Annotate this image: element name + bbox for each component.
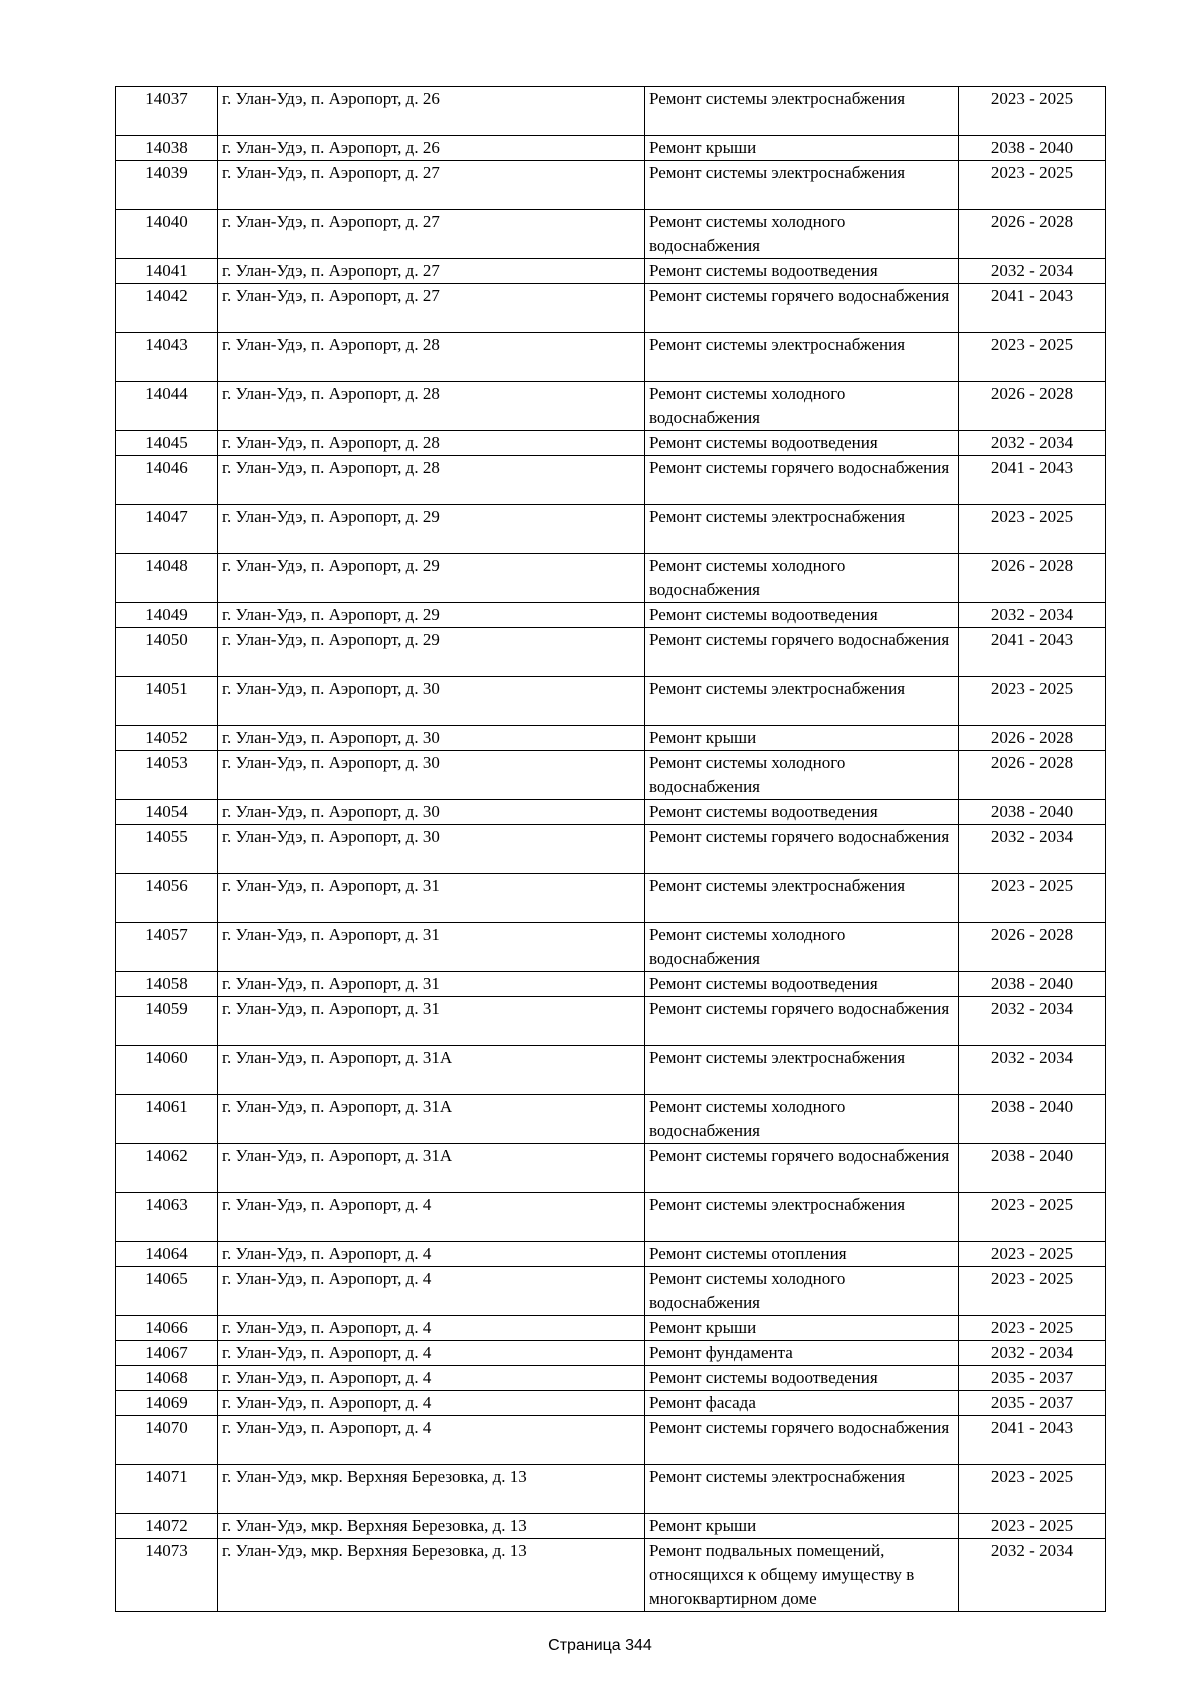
- table-row: [116, 726, 1106, 751]
- table-row: [116, 1316, 1106, 1341]
- address-cell: г. Улан-Удэ, п. Аэропорт, д. 27: [218, 259, 645, 284]
- repair-schedule-table: [115, 86, 1106, 1612]
- table-body: [116, 87, 1106, 1612]
- row-id-cell: 14059: [116, 997, 218, 1046]
- address-cell: г. Улан-Удэ, мкр. Верхняя Березовка, д. 13: [218, 1514, 645, 1539]
- period-cell: 2032 - 2034: [959, 259, 1106, 284]
- row-id-cell: 14064: [116, 1242, 218, 1267]
- work-type-cell: Ремонт системы горячего водоснабжения: [645, 628, 959, 677]
- address-cell: г. Улан-Удэ, п. Аэропорт, д. 31: [218, 874, 645, 923]
- row-id-cell: 14051: [116, 677, 218, 726]
- work-type-cell: Ремонт крыши: [645, 136, 959, 161]
- work-type-cell: Ремонт крыши: [645, 1514, 959, 1539]
- work-type-cell: Ремонт системы водоотведения: [645, 800, 959, 825]
- address-cell: г. Улан-Удэ, п. Аэропорт, д. 28: [218, 456, 645, 505]
- address-cell: г. Улан-Удэ, п. Аэропорт, д. 31: [218, 923, 645, 972]
- row-id-cell: 14066: [116, 1316, 218, 1341]
- row-id-cell: 14049: [116, 603, 218, 628]
- period-cell: 2023 - 2025: [959, 1514, 1106, 1539]
- table-row: [116, 997, 1106, 1046]
- address-cell: г. Улан-Удэ, п. Аэропорт, д. 30: [218, 800, 645, 825]
- period-cell: 2023 - 2025: [959, 677, 1106, 726]
- period-cell: 2032 - 2034: [959, 997, 1106, 1046]
- work-type-cell: Ремонт системы водоотведения: [645, 431, 959, 456]
- address-cell: г. Улан-Удэ, п. Аэропорт, д. 26: [218, 136, 645, 161]
- address-cell: г. Улан-Удэ, п. Аэропорт, д. 30: [218, 726, 645, 751]
- address-cell: г. Улан-Удэ, п. Аэропорт, д. 28: [218, 333, 645, 382]
- address-cell: г. Улан-Удэ, п. Аэропорт, д. 28: [218, 431, 645, 456]
- address-cell: г. Улан-Удэ, п. Аэропорт, д. 28: [218, 382, 645, 431]
- table-row: [116, 87, 1106, 136]
- row-id-cell: 14070: [116, 1416, 218, 1465]
- address-cell: г. Улан-Удэ, мкр. Верхняя Березовка, д. 13: [218, 1539, 645, 1612]
- table-row: [116, 554, 1106, 603]
- period-cell: 2038 - 2040: [959, 972, 1106, 997]
- row-id-cell: 14040: [116, 210, 218, 259]
- row-id-cell: 14045: [116, 431, 218, 456]
- table-row: [116, 923, 1106, 972]
- period-cell: 2032 - 2034: [959, 1046, 1106, 1095]
- row-id-cell: 14073: [116, 1539, 218, 1612]
- work-type-cell: Ремонт системы электроснабжения: [645, 1193, 959, 1242]
- address-cell: г. Улан-Удэ, мкр. Верхняя Березовка, д. 13: [218, 1465, 645, 1514]
- work-type-cell: Ремонт фундамента: [645, 1341, 959, 1366]
- row-id-cell: 14054: [116, 800, 218, 825]
- row-id-cell: 14046: [116, 456, 218, 505]
- row-id-cell: 14065: [116, 1267, 218, 1316]
- address-cell: г. Улан-Удэ, п. Аэропорт, д. 30: [218, 677, 645, 726]
- period-cell: 2038 - 2040: [959, 1144, 1106, 1193]
- work-type-cell: Ремонт системы холодного водоснабжения: [645, 382, 959, 431]
- row-id-cell: 14067: [116, 1341, 218, 1366]
- table-row: [116, 751, 1106, 800]
- period-cell: 2041 - 2043: [959, 1416, 1106, 1465]
- table-row: [116, 825, 1106, 874]
- table-row: [116, 1366, 1106, 1391]
- work-type-cell: Ремонт системы горячего водоснабжения: [645, 825, 959, 874]
- address-cell: г. Улан-Удэ, п. Аэропорт, д. 4: [218, 1267, 645, 1316]
- period-cell: 2032 - 2034: [959, 1539, 1106, 1612]
- table-row: [116, 1416, 1106, 1465]
- table-row: [116, 259, 1106, 284]
- work-type-cell: Ремонт системы холодного водоснабжения: [645, 923, 959, 972]
- period-cell: 2026 - 2028: [959, 726, 1106, 751]
- table-row: [116, 1193, 1106, 1242]
- address-cell: г. Улан-Удэ, п. Аэропорт, д. 29: [218, 603, 645, 628]
- period-cell: 2023 - 2025: [959, 333, 1106, 382]
- work-type-cell: Ремонт системы электроснабжения: [645, 87, 959, 136]
- work-type-cell: Ремонт системы электроснабжения: [645, 333, 959, 382]
- period-cell: 2023 - 2025: [959, 1193, 1106, 1242]
- work-type-cell: Ремонт системы электроснабжения: [645, 505, 959, 554]
- address-cell: г. Улан-Удэ, п. Аэропорт, д. 30: [218, 751, 645, 800]
- table-row: [116, 1267, 1106, 1316]
- period-cell: 2035 - 2037: [959, 1391, 1106, 1416]
- address-cell: г. Улан-Удэ, п. Аэропорт, д. 30: [218, 825, 645, 874]
- period-cell: 2026 - 2028: [959, 554, 1106, 603]
- address-cell: г. Улан-Удэ, п. Аэропорт, д. 29: [218, 628, 645, 677]
- period-cell: 2026 - 2028: [959, 751, 1106, 800]
- table-row: [116, 1095, 1106, 1144]
- work-type-cell: Ремонт системы горячего водоснабжения: [645, 284, 959, 333]
- table-row: [116, 1539, 1106, 1612]
- table-row: [116, 1391, 1106, 1416]
- address-cell: г. Улан-Удэ, п. Аэропорт, д. 4: [218, 1391, 645, 1416]
- table-row: [116, 456, 1106, 505]
- row-id-cell: 14056: [116, 874, 218, 923]
- table-row: [116, 1341, 1106, 1366]
- period-cell: 2023 - 2025: [959, 505, 1106, 554]
- work-type-cell: Ремонт фасада: [645, 1391, 959, 1416]
- row-id-cell: 14053: [116, 751, 218, 800]
- work-type-cell: Ремонт системы холодного водоснабжения: [645, 751, 959, 800]
- table-row: [116, 603, 1106, 628]
- table-row: [116, 874, 1106, 923]
- row-id-cell: 14071: [116, 1465, 218, 1514]
- period-cell: 2035 - 2037: [959, 1366, 1106, 1391]
- address-cell: г. Улан-Удэ, п. Аэропорт, д. 31: [218, 972, 645, 997]
- table-row: [116, 431, 1106, 456]
- address-cell: г. Улан-Удэ, п. Аэропорт, д. 27: [218, 161, 645, 210]
- table-row: [116, 677, 1106, 726]
- work-type-cell: Ремонт крыши: [645, 1316, 959, 1341]
- row-id-cell: 14057: [116, 923, 218, 972]
- table-row: [116, 284, 1106, 333]
- row-id-cell: 14043: [116, 333, 218, 382]
- period-cell: 2038 - 2040: [959, 1095, 1106, 1144]
- row-id-cell: 14050: [116, 628, 218, 677]
- work-type-cell: Ремонт системы холодного водоснабжения: [645, 1267, 959, 1316]
- work-type-cell: Ремонт системы горячего водоснабжения: [645, 1144, 959, 1193]
- period-cell: 2041 - 2043: [959, 284, 1106, 333]
- row-id-cell: 14048: [116, 554, 218, 603]
- table-row: [116, 333, 1106, 382]
- row-id-cell: 14044: [116, 382, 218, 431]
- period-cell: 2026 - 2028: [959, 210, 1106, 259]
- period-cell: 2026 - 2028: [959, 382, 1106, 431]
- address-cell: г. Улан-Удэ, п. Аэропорт, д. 4: [218, 1242, 645, 1267]
- work-type-cell: Ремонт системы электроснабжения: [645, 1465, 959, 1514]
- address-cell: г. Улан-Удэ, п. Аэропорт, д. 26: [218, 87, 645, 136]
- address-cell: г. Улан-Удэ, п. Аэропорт, д. 4: [218, 1316, 645, 1341]
- table-row: [116, 382, 1106, 431]
- period-cell: 2032 - 2034: [959, 1341, 1106, 1366]
- row-id-cell: 14060: [116, 1046, 218, 1095]
- work-type-cell: Ремонт крыши: [645, 726, 959, 751]
- table-row: [116, 1046, 1106, 1095]
- period-cell: 2038 - 2040: [959, 800, 1106, 825]
- period-cell: 2041 - 2043: [959, 456, 1106, 505]
- row-id-cell: 14072: [116, 1514, 218, 1539]
- address-cell: г. Улан-Удэ, п. Аэропорт, д. 4: [218, 1193, 645, 1242]
- period-cell: 2026 - 2028: [959, 923, 1106, 972]
- work-type-cell: Ремонт системы горячего водоснабжения: [645, 456, 959, 505]
- table-row: [116, 505, 1106, 554]
- row-id-cell: 14069: [116, 1391, 218, 1416]
- period-cell: 2032 - 2034: [959, 825, 1106, 874]
- work-type-cell: Ремонт системы холодного водоснабжения: [645, 210, 959, 259]
- work-type-cell: Ремонт системы водоотведения: [645, 259, 959, 284]
- row-id-cell: 14037: [116, 87, 218, 136]
- address-cell: г. Улан-Удэ, п. Аэропорт, д. 31А: [218, 1095, 645, 1144]
- address-cell: г. Улан-Удэ, п. Аэропорт, д. 31: [218, 997, 645, 1046]
- period-cell: 2023 - 2025: [959, 1316, 1106, 1341]
- work-type-cell: Ремонт системы холодного водоснабжения: [645, 554, 959, 603]
- address-cell: г. Улан-Удэ, п. Аэропорт, д. 31А: [218, 1046, 645, 1095]
- table-row: [116, 1242, 1106, 1267]
- period-cell: 2038 - 2040: [959, 136, 1106, 161]
- row-id-cell: 14063: [116, 1193, 218, 1242]
- row-id-cell: 14039: [116, 161, 218, 210]
- work-type-cell: Ремонт системы горячего водоснабжения: [645, 997, 959, 1046]
- address-cell: г. Улан-Удэ, п. Аэропорт, д. 4: [218, 1416, 645, 1465]
- work-type-cell: Ремонт системы электроснабжения: [645, 1046, 959, 1095]
- address-cell: г. Улан-Удэ, п. Аэропорт, д. 29: [218, 505, 645, 554]
- period-cell: 2023 - 2025: [959, 874, 1106, 923]
- work-type-cell: Ремонт подвальных помещений, относящихся к общему имуществу в многоквартирном доме: [645, 1539, 959, 1612]
- period-cell: 2032 - 2034: [959, 431, 1106, 456]
- period-cell: 2032 - 2034: [959, 603, 1106, 628]
- row-id-cell: 14068: [116, 1366, 218, 1391]
- address-cell: г. Улан-Удэ, п. Аэропорт, д. 31А: [218, 1144, 645, 1193]
- table-row: [116, 628, 1106, 677]
- row-id-cell: 14052: [116, 726, 218, 751]
- table-row: [116, 800, 1106, 825]
- period-cell: 2041 - 2043: [959, 628, 1106, 677]
- work-type-cell: Ремонт системы водоотведения: [645, 603, 959, 628]
- table-row: [116, 1465, 1106, 1514]
- row-id-cell: 14062: [116, 1144, 218, 1193]
- work-type-cell: Ремонт системы отопления: [645, 1242, 959, 1267]
- address-cell: г. Улан-Удэ, п. Аэропорт, д. 29: [218, 554, 645, 603]
- row-id-cell: 14058: [116, 972, 218, 997]
- period-cell: 2023 - 2025: [959, 1242, 1106, 1267]
- table-row: [116, 210, 1106, 259]
- row-id-cell: 14047: [116, 505, 218, 554]
- page-number: Страница 344: [548, 1637, 652, 1654]
- period-cell: 2023 - 2025: [959, 161, 1106, 210]
- period-cell: 2023 - 2025: [959, 1267, 1106, 1316]
- address-cell: г. Улан-Удэ, п. Аэропорт, д. 27: [218, 210, 645, 259]
- row-id-cell: 14038: [116, 136, 218, 161]
- work-type-cell: Ремонт системы электроснабжения: [645, 874, 959, 923]
- row-id-cell: 14061: [116, 1095, 218, 1144]
- address-cell: г. Улан-Удэ, п. Аэропорт, д. 4: [218, 1341, 645, 1366]
- work-type-cell: Ремонт системы водоотведения: [645, 1366, 959, 1391]
- work-type-cell: Ремонт системы холодного водоснабжения: [645, 1095, 959, 1144]
- work-type-cell: Ремонт системы электроснабжения: [645, 161, 959, 210]
- work-type-cell: Ремонт системы водоотведения: [645, 972, 959, 997]
- row-id-cell: 14055: [116, 825, 218, 874]
- table-row: [116, 1514, 1106, 1539]
- row-id-cell: 14042: [116, 284, 218, 333]
- table-row: [116, 161, 1106, 210]
- table-row: [116, 136, 1106, 161]
- row-id-cell: 14041: [116, 259, 218, 284]
- table-row: [116, 972, 1106, 997]
- table-row: [116, 1144, 1106, 1193]
- period-cell: 2023 - 2025: [959, 1465, 1106, 1514]
- work-type-cell: Ремонт системы электроснабжения: [645, 677, 959, 726]
- work-type-cell: Ремонт системы горячего водоснабжения: [645, 1416, 959, 1465]
- address-cell: г. Улан-Удэ, п. Аэропорт, д. 4: [218, 1366, 645, 1391]
- address-cell: г. Улан-Удэ, п. Аэропорт, д. 27: [218, 284, 645, 333]
- period-cell: 2023 - 2025: [959, 87, 1106, 136]
